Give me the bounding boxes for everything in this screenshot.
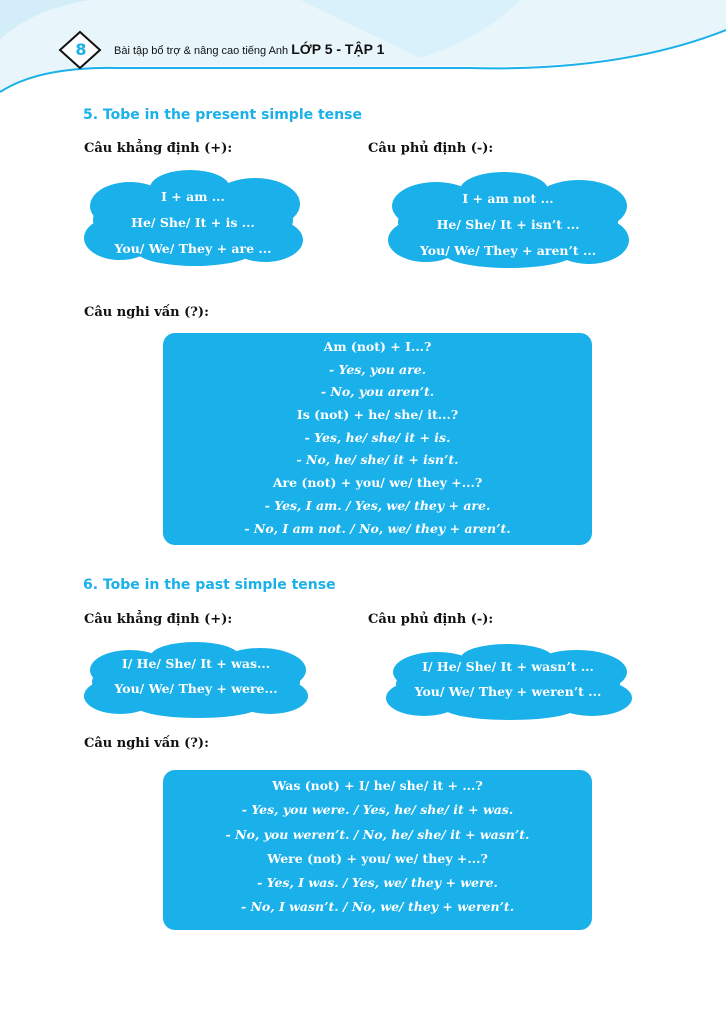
section-6-title: 6. Tobe in the past simple tense — [83, 577, 336, 593]
answer-line: - Yes, you are. — [328, 361, 427, 377]
section-5-interrogative-label: Câu nghi vấn (?): — [84, 305, 209, 320]
answer-line: - Yes, I am. / Yes, we/ they + are. — [264, 497, 491, 513]
section-5-question-box — [163, 333, 592, 545]
book-title — [114, 41, 384, 57]
section-6-negative-label: Câu phủ định (-): — [368, 612, 494, 627]
cloud-line: I/ He/ She/ It + was... — [121, 656, 271, 671]
answer-line: - No, I wasn’t. / No, we/ they + weren’t. — [240, 899, 515, 915]
cloud-line: I + am not ... — [462, 191, 554, 206]
answer-line: - No, you aren’t. — [320, 384, 435, 400]
answer-line: - Yes, he/ she/ it + is. — [304, 429, 451, 445]
book-grade: LỚP 5 - TẬP 1 — [291, 41, 385, 57]
section-5-affirmative-cloud — [80, 168, 306, 268]
question-line: Was (not) + I/ he/ she/ it + ...? — [272, 778, 483, 793]
page-header — [0, 0, 726, 100]
question-line: Is (not) + he/ she/ it...? — [296, 407, 459, 423]
section-6-interrogative-label: Câu nghi vấn (?): — [84, 736, 209, 751]
section-5-negative-cloud — [384, 170, 632, 270]
section-5-title: 5. Tobe in the present simple tense — [83, 107, 362, 123]
question-line: Were (not) + you/ we/ they +...? — [267, 850, 488, 866]
page-number: 8 — [75, 40, 87, 59]
answer-line: - No, I am not. / No, we/ they + aren’t. — [244, 520, 511, 536]
book-title-text: Bài tập bổ trợ & nâng cao tiếng Anh — [114, 45, 292, 57]
answer-line: - Yes, you were. / Yes, he/ she/ it + was. — [241, 802, 514, 818]
cloud-line: You/ We/ They + weren’t ... — [414, 684, 602, 699]
question-line: Are (not) + you/ we/ they +...? — [272, 475, 483, 491]
answer-line: - No, he/ she/ it + isn’t. — [296, 452, 459, 468]
cloud-line: He/ She/ It + isn’t ... — [436, 217, 580, 232]
cloud-line: You/ We/ They + aren’t ... — [419, 243, 597, 258]
answer-line: - No, you weren’t. / No, he/ she/ it + wasn’t. — [225, 826, 530, 842]
cloud-line: I/ He/ She/ It + wasn’t ... — [422, 659, 594, 674]
section-5-negative-label: Câu phủ định (-): — [368, 141, 494, 156]
cloud-line: He/ She/ It + is ... — [131, 215, 255, 230]
cloud-line: I + am ... — [161, 189, 225, 204]
section-6-affirmative-label: Câu khẳng định (+): — [84, 612, 233, 627]
section-5-affirmative-label: Câu khẳng định (+): — [84, 141, 233, 156]
section-6-affirmative-cloud — [80, 640, 312, 720]
answer-line: - Yes, I was. / Yes, we/ they + were. — [257, 875, 498, 891]
section-6-negative-cloud — [382, 644, 634, 722]
cloud-line: You/ We/ They + are ... — [114, 241, 272, 256]
section-6-question-box — [163, 770, 592, 930]
cloud-line: You/ We/ They + were... — [114, 681, 278, 696]
question-line: Am (not) + I...? — [323, 339, 432, 354]
